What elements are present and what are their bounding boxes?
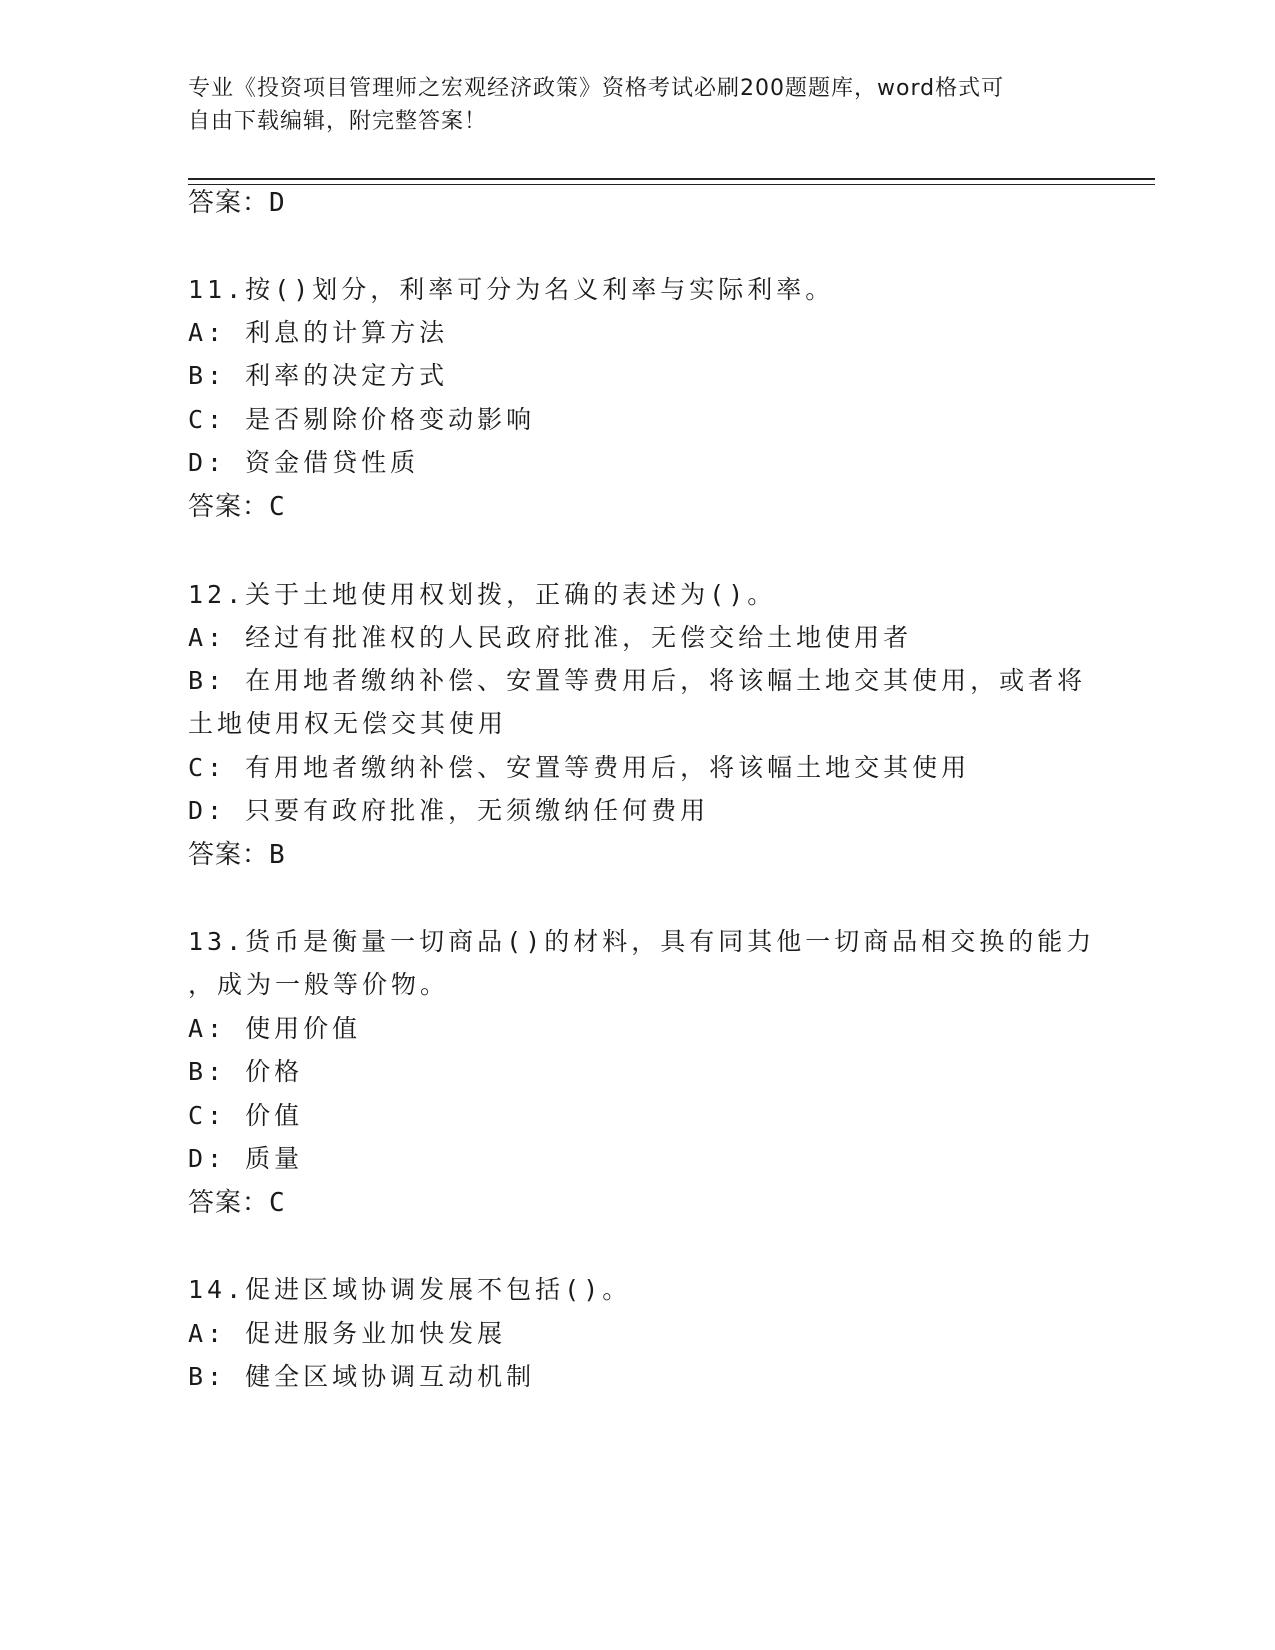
question-13-option-b: B: 价格 <box>188 1057 304 1086</box>
question-14-stem: 14.促进区域协调发展不包括()。 <box>188 1275 632 1304</box>
question-14-option-b: B: 健全区域协调互动机制 <box>188 1362 536 1391</box>
question-12-answer: 答案：B <box>188 840 286 870</box>
question-11-option-a: A: 利息的计算方法 <box>188 318 449 347</box>
question-13-stem-line-2: ，成为一般等价物。 <box>188 970 450 999</box>
question-14-option-a: A: 促进服务业加快发展 <box>188 1319 507 1348</box>
question-12-option-b-line-1: B: 在用地者缴纳补偿、安置等费用后，将该幅土地交其使用，或者将 <box>188 666 1087 695</box>
question-13-answer: 答案：C <box>188 1188 286 1218</box>
answer-previous: 答案：D <box>188 188 286 218</box>
question-11-stem: 11.按()划分，利率可分为名义利率与实际利率。 <box>188 275 835 304</box>
question-13-option-d: D: 质量 <box>188 1144 304 1173</box>
header-line-2: 自由下载编辑，附完整答案！ <box>188 109 488 134</box>
question-11-option-b: B: 利率的决定方式 <box>188 361 449 390</box>
header-divider-thick <box>188 178 1155 180</box>
question-12-option-d: D: 只要有政府批准，无须缴纳任何费用 <box>188 796 710 825</box>
question-13-stem-line-1: 13.货币是衡量一切商品()的材料，具有同其他一切商品相交换的能力 <box>188 927 1096 956</box>
header-line-1: 专业《投资项目管理师之宏观经济政策》资格考试必刷200题题库，word格式可 <box>188 76 1005 101</box>
question-12-option-b-line-2: 土地使用权无偿交其使用 <box>188 709 508 738</box>
question-11-answer: 答案：C <box>188 492 286 522</box>
question-12-option-c: C: 有用地者缴纳补偿、安置等费用后，将该幅土地交其使用 <box>188 753 971 782</box>
header-divider-thin <box>188 184 1155 185</box>
question-12-stem: 12.关于土地使用权划拨，正确的表述为()。 <box>188 580 777 609</box>
question-11-option-d: D: 资金借贷性质 <box>188 448 420 477</box>
question-11-option-c: C: 是否剔除价格变动影响 <box>188 405 536 434</box>
question-13-option-c: C: 价值 <box>188 1101 304 1130</box>
question-13-option-a: A: 使用价值 <box>188 1014 362 1043</box>
document-header <box>188 72 1068 138</box>
question-12-option-a: A: 经过有批准权的人民政府批准，无偿交给土地使用者 <box>188 623 913 652</box>
